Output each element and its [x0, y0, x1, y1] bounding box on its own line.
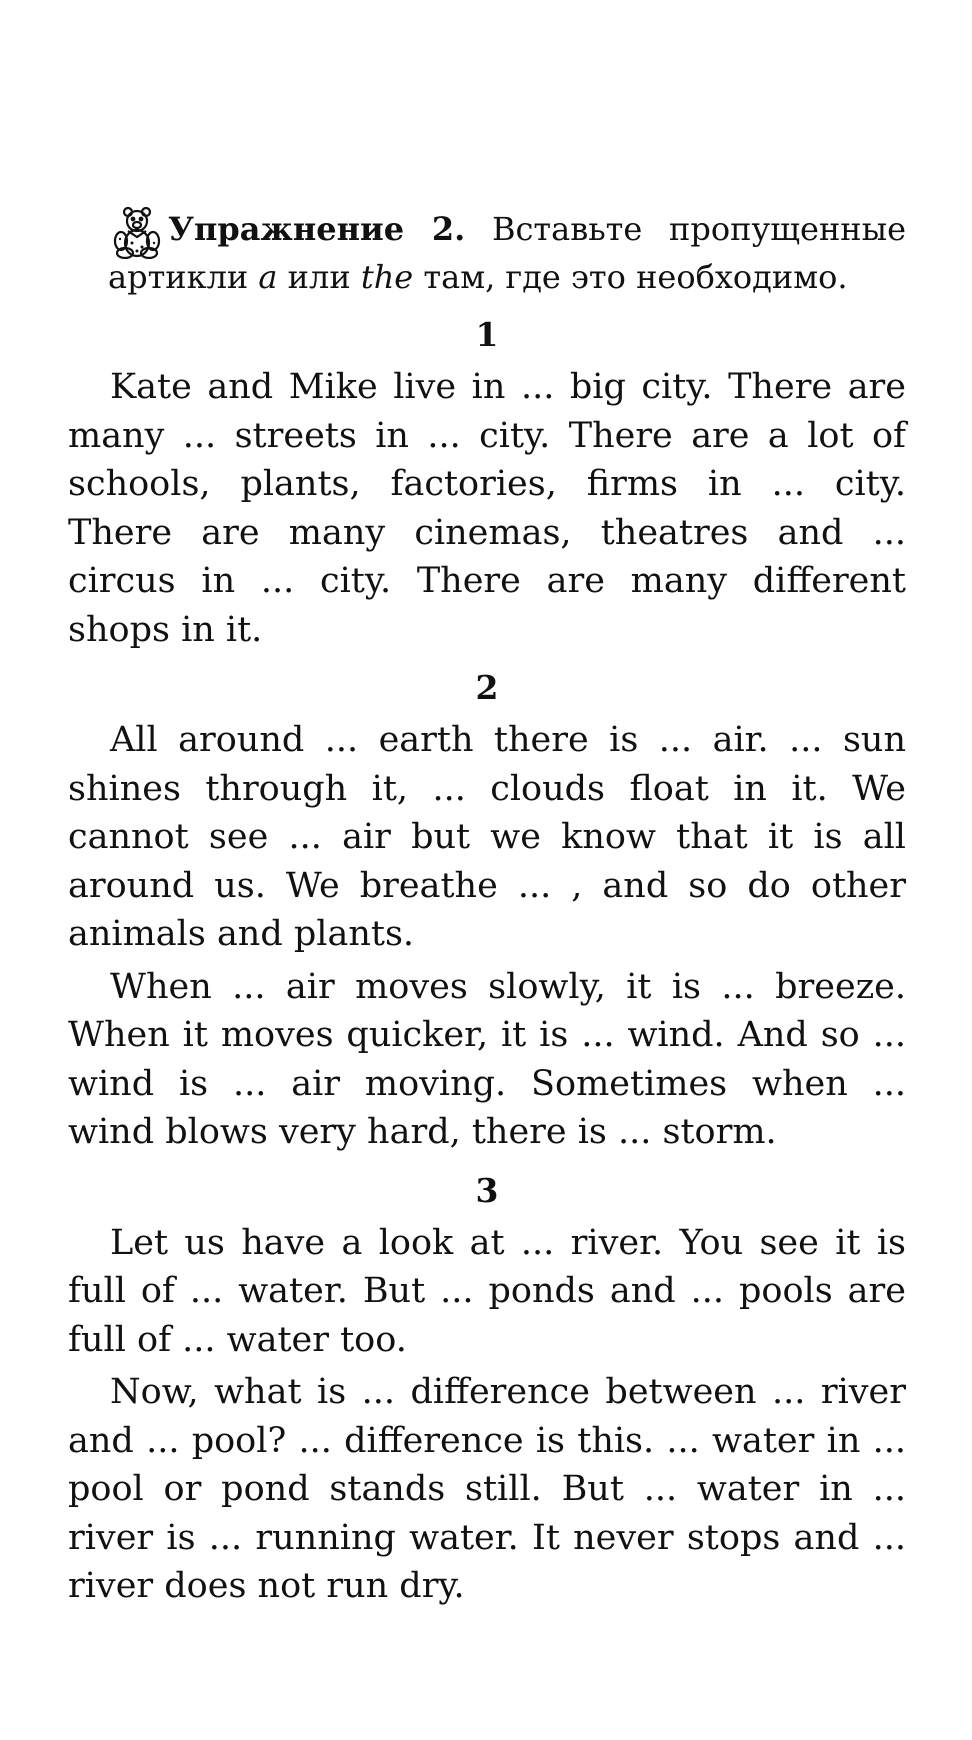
article-a: a [258, 258, 278, 296]
article-the: the [360, 258, 414, 296]
teddy-bear-icon [108, 207, 166, 259]
section-1-paragraph-1: Kate and Mike live in ... big city. There are many ... streets in ... city. There are a lot of schools, plants, factories, firms in ... city. There are many cinemas, theatres and ... circus in ... city. There are many different shops in it. [68, 367, 906, 650]
section-number-3: 3 [475, 1170, 499, 1210]
exercise-heading [68, 205, 906, 301]
instruction-part-3: там, где это необходимо. [413, 258, 848, 296]
section-number-2: 2 [475, 668, 499, 707]
exercise-page [68, 205, 906, 1611]
section-number-1: 1 [475, 315, 499, 354]
section-2-paragraph-1: All around ... earth there is ... air. ... sun shines through it, ... clouds float in it. We cannot see ... air but we know that it is all around us. We breathe ... , and so do other animals and plants. [68, 720, 906, 954]
section-2-paragraph-2: When ... air moves slowly, it is ... breeze. When it moves quicker, it is ... wind. And so ... wind is ... air moving. Sometimes when ... wind blows very hard, there is ... storm. [68, 966, 906, 1152]
section-3-paragraph-1: Let us have a look at ... river. You see it is full of ... water. But ... ponds and ... pools are full of ... water too. [68, 1222, 906, 1360]
instruction-part-2: или [277, 258, 361, 296]
instruction-part-1: Вставьте пропущенные артикли [108, 210, 907, 296]
section-3-paragraph-2: Now, what is ... difference between ... river and ... pool? ... difference is this. ... water in ... pool or pond stands still. But ... water in ... river is ... running water. It never stops and ... river does not run dry. [68, 1372, 906, 1606]
exercise-label: Упражнение 2. [168, 210, 466, 248]
